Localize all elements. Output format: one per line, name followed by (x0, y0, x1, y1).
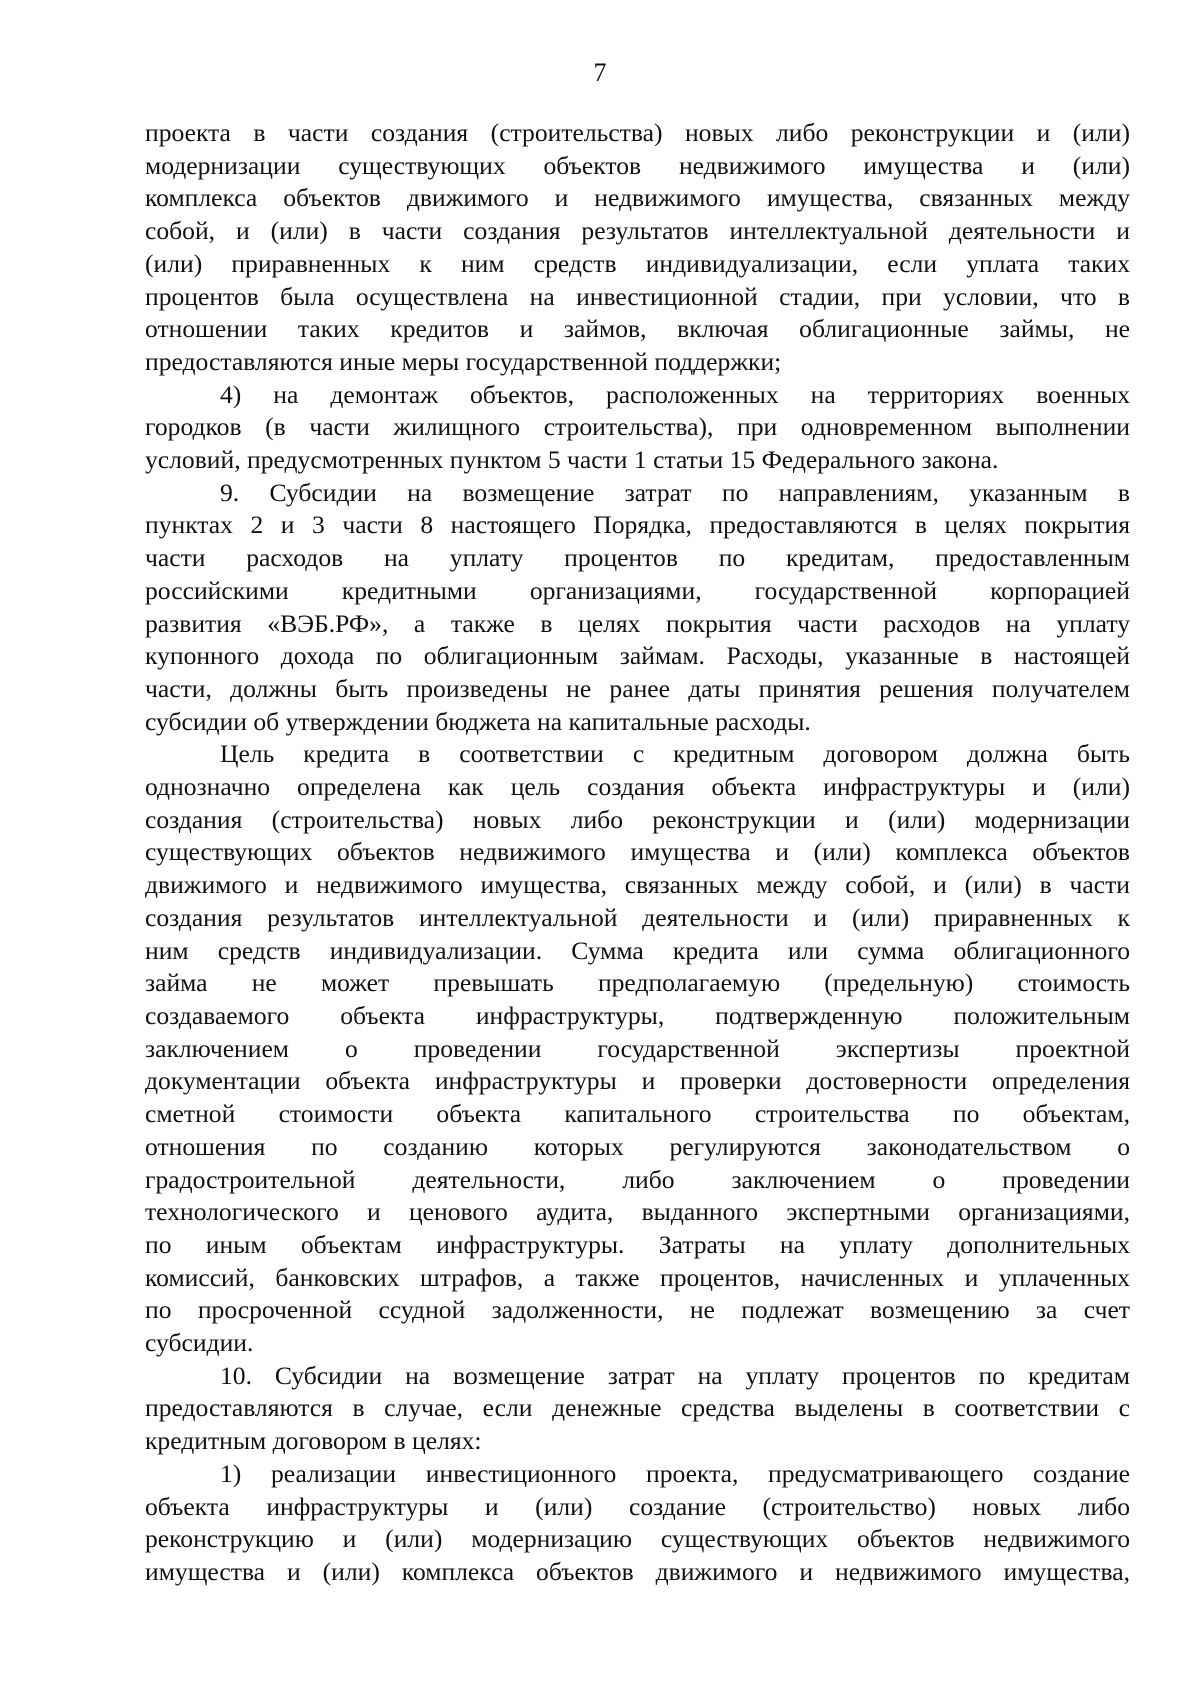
document-body (145, 117, 1130, 1589)
text-line: развития «ВЭБ.РФ», а также в целях покрытия части расходов на уплату (145, 608, 1130, 638)
text-line: предоставляются иные меры государственной поддержки; (145, 346, 782, 376)
text-line: собой, и (или) в части создания результатов интеллектуальной деятельности и (145, 216, 1130, 246)
text-line: пунктах 2 и 3 части 8 настоящего Порядка, предоставляются в целях покрытия (145, 510, 1130, 540)
text-line: части, должны быть произведены не ранее даты принятия решения получателем (145, 673, 1130, 703)
text-line: займа не может превышать предполагаемую (предельную) стоимость (145, 968, 1130, 998)
paragraph (145, 1360, 1130, 1458)
paragraph (145, 117, 1130, 379)
text-line: ним средств индивидуализации. Сумма кредита или сумма облигационного (145, 935, 1130, 965)
text-line: субсидии об утверждении бюджета на капитальные расходы. (145, 706, 811, 736)
text-line: 4) на демонтаж объектов, расположенных на территориях военных (220, 379, 1130, 409)
text-line: создания результатов интеллектуальной деятельности и (или) приравненных к (145, 902, 1130, 932)
text-line: комплекса объектов движимого и недвижимого имущества, связанных между (145, 183, 1130, 213)
text-line: реконструкцию и (или) модернизацию существующих объектов недвижимого (145, 1524, 1130, 1554)
paragraph (145, 1458, 1130, 1589)
page-number: 7 (593, 58, 607, 87)
paragraph (145, 477, 1130, 739)
text-line: по иным объектам инфраструктуры. Затраты на уплату дополнительных (145, 1229, 1130, 1259)
paragraph (145, 379, 1130, 477)
text-line: по просроченной ссудной задолженности, не подлежат возмещению за счет (145, 1295, 1130, 1325)
text-line: модернизации существующих объектов недвижимого имущества и (или) (145, 150, 1130, 180)
text-line: условий, предусмотренных пунктом 5 части 1 статьи 15 Федерального закона. (145, 445, 999, 475)
text-line: градостроительной деятельности, либо заключением о проведении (145, 1164, 1130, 1194)
text-line: имущества и (или) комплекса объектов движимого и недвижимого имущества, (145, 1556, 1130, 1586)
text-line: 1) реализации инвестиционного проекта, предусматривающего создание (220, 1458, 1130, 1488)
paragraph (145, 738, 1130, 1359)
text-line: российскими кредитными организациями, государственной корпорацией (145, 575, 1130, 605)
text-line: части расходов на уплату процентов по кредитам, предоставленным (145, 543, 1130, 573)
text-line: движимого и недвижимого имущества, связанных между собой, и (или) в части (145, 870, 1130, 900)
text-line: 9. Субсидии на возмещение затрат по направлениям, указанным в (220, 477, 1130, 507)
text-line: создания (строительства) новых либо реконструкции и (или) модернизации (145, 804, 1130, 834)
text-line: однозначно определена как цель создания объекта инфраструктуры и (или) (145, 772, 1130, 802)
text-line: купонного дохода по облигационным займам. Расходы, указанные в настоящей (145, 641, 1130, 671)
text-line: кредитным договором в целях: (145, 1426, 482, 1456)
text-line: отношения по созданию которых регулируются законодательством о (145, 1131, 1130, 1161)
text-line: сметной стоимости объекта капитального строительства по объектам, (145, 1099, 1130, 1129)
text-line: проекта в части создания (строительства) новых либо реконструкции и (или) (145, 118, 1130, 147)
text-line: заключением о проведении государственной экспертизы проектной (145, 1033, 1130, 1063)
text-line: создаваемого объекта инфраструктуры, подтвержденную положительным (145, 1000, 1130, 1030)
text-line: субсидии. (145, 1328, 254, 1358)
text-line: документации объекта инфраструктуры и проверки достоверности определения (145, 1066, 1130, 1096)
text-line: процентов была осуществлена на инвестиционной стадии, при условии, что в (145, 281, 1130, 311)
text-line: (или) приравненных к ним средств индивидуализации, если уплата таких (145, 248, 1130, 278)
text-line: отношении таких кредитов и займов, включая облигационные займы, не (145, 314, 1130, 344)
text-line: городков (в части жилищного строительства), при одновременном выполнении (145, 412, 1130, 442)
text-line: 10. Субсидии на возмещение затрат на уплату процентов по кредитам (220, 1360, 1130, 1390)
text-line: Цель кредита в соответствии с кредитным договором должна быть (220, 739, 1130, 769)
text-line: предоставляются в случае, если денежные средства выделены в соответствии с (145, 1393, 1130, 1423)
text-line: объекта инфраструктуры и (или) создание (строительство) новых либо (145, 1491, 1130, 1521)
text-line: технологического и ценового аудита, выданного экспертными организациями, (145, 1197, 1130, 1227)
text-line: существующих объектов недвижимого имущества и (или) комплекса объектов (145, 837, 1130, 867)
text-line: комиссий, банковских штрафов, а также процентов, начисленных и уплаченных (145, 1262, 1130, 1292)
